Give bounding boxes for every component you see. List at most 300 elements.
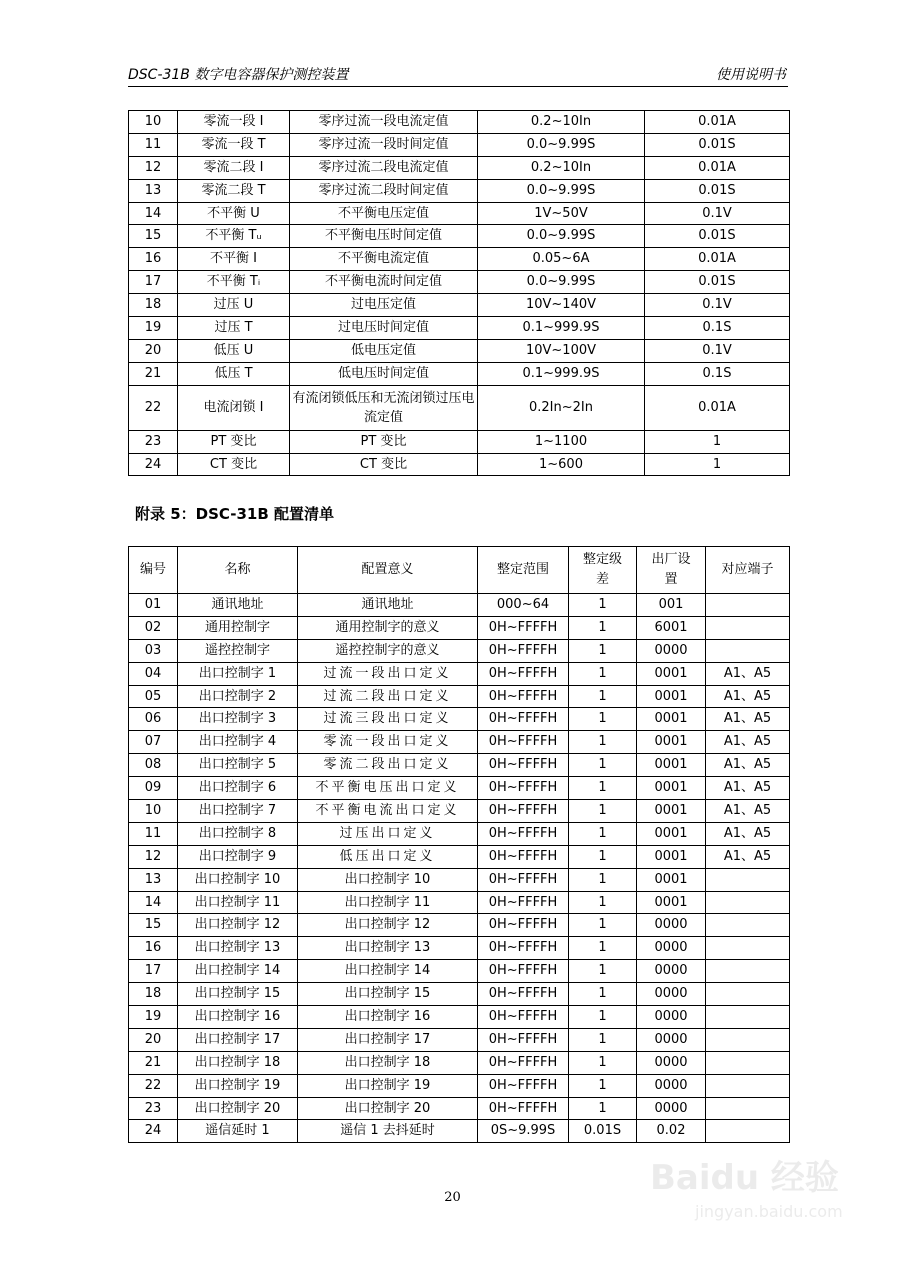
table-cell: 0.2~10In	[478, 111, 645, 134]
table-cell: 出口控制字 20	[178, 1097, 298, 1120]
table-cell: 过流二段出口定义	[298, 685, 478, 708]
table-cell: CT 变比	[178, 453, 290, 476]
table-cell: 0H~FFFFH	[478, 708, 569, 731]
table-row	[129, 248, 790, 271]
table-cell: 1	[569, 1097, 637, 1120]
protection-settings-table	[128, 110, 790, 476]
table-cell: 0.1S	[645, 317, 790, 340]
table-cell: 不平衡电流时间定值	[290, 271, 478, 294]
table-cell	[706, 914, 790, 937]
table-cell: 0H~FFFFH	[478, 685, 569, 708]
table-row	[129, 685, 790, 708]
table-cell: 出口控制字 6	[178, 777, 298, 800]
table-cell: 1	[569, 639, 637, 662]
table-cell: 0H~FFFFH	[478, 1097, 569, 1120]
table-cell: 0.01A	[645, 156, 790, 179]
table-row	[129, 430, 790, 453]
table-cell: 0H~FFFFH	[478, 937, 569, 960]
table-row	[129, 294, 790, 317]
table-cell: 出口控制字 5	[178, 754, 298, 777]
table-cell: 不平衡电流定值	[290, 248, 478, 271]
table-row	[129, 616, 790, 639]
table-cell: 不平衡电压时间定值	[290, 225, 478, 248]
table-cell: 0H~FFFFH	[478, 868, 569, 891]
table-cell: 0H~FFFFH	[478, 1006, 569, 1029]
table-cell: 0.1V	[645, 339, 790, 362]
table-cell: 0.0~9.99S	[478, 225, 645, 248]
table-cell: 遥控控制字的意义	[298, 639, 478, 662]
table-cell: 零流二段 I	[178, 156, 290, 179]
table-cell: 0H~FFFFH	[478, 754, 569, 777]
table-cell: 0001	[637, 777, 706, 800]
table-cell: 出口控制字 18	[178, 1051, 298, 1074]
table-cell: 0001	[637, 754, 706, 777]
table-row	[129, 822, 790, 845]
table-row	[129, 225, 790, 248]
table-cell: 不平衡 U	[178, 202, 290, 225]
table-cell: 通讯地址	[178, 594, 298, 617]
table-cell: 0S~9.99S	[478, 1120, 569, 1143]
baidu-watermark	[640, 1150, 850, 1230]
table-cell: 20	[129, 1028, 178, 1051]
table-cell: 15	[129, 914, 178, 937]
table-cell: 13	[129, 868, 178, 891]
table-cell: 出口控制字 11	[178, 891, 298, 914]
table-cell: 6001	[637, 616, 706, 639]
table-cell: 0H~FFFFH	[478, 777, 569, 800]
table-cell: 18	[129, 983, 178, 1006]
table-cell: PT 变比	[290, 430, 478, 453]
table-row	[129, 800, 790, 823]
table-cell: 0H~FFFFH	[478, 891, 569, 914]
table-cell: 不平衡电流出口定义	[298, 800, 478, 823]
table-cell: A1、A5	[706, 777, 790, 800]
table-row	[129, 1028, 790, 1051]
table-cell: 0001	[637, 845, 706, 868]
table-cell: 1	[569, 1028, 637, 1051]
table-row	[129, 754, 790, 777]
table-cell: 出口控制字 17	[298, 1028, 478, 1051]
table-cell: 遥控控制字	[178, 639, 298, 662]
table-cell: 零序过流二段电流定值	[290, 156, 478, 179]
table-cell: 0.01S	[569, 1120, 637, 1143]
table-cell: 11	[129, 133, 178, 156]
table-cell: 0.1S	[645, 362, 790, 385]
table-cell: 出口控制字 15	[178, 983, 298, 1006]
table-cell: A1、A5	[706, 662, 790, 685]
table-cell: 1	[569, 822, 637, 845]
table-cell: 09	[129, 777, 178, 800]
table-cell: 0.01S	[645, 133, 790, 156]
table-cell: 1	[569, 662, 637, 685]
table-cell: 出口控制字 16	[298, 1006, 478, 1029]
table-cell	[706, 1120, 790, 1143]
table-cell: 13	[129, 179, 178, 202]
table-row	[129, 1120, 790, 1143]
table-cell: A1、A5	[706, 731, 790, 754]
table-cell: 出口控制字 15	[298, 983, 478, 1006]
table-cell: 0001	[637, 708, 706, 731]
table-cell: 22	[129, 385, 178, 430]
table-cell: 07	[129, 731, 178, 754]
table-cell: 通用控制字	[178, 616, 298, 639]
table-cell: 过压 T	[178, 317, 290, 340]
table-cell	[706, 1006, 790, 1029]
table-cell: 0H~FFFFH	[478, 662, 569, 685]
table-row	[129, 133, 790, 156]
table-cell: 0H~FFFFH	[478, 914, 569, 937]
table-cell: 出口控制字 12	[178, 914, 298, 937]
table-cell: 1	[569, 754, 637, 777]
table-cell: 不平衡 Tᵤ	[178, 225, 290, 248]
table-cell: 1	[569, 914, 637, 937]
table-cell	[706, 937, 790, 960]
table-cell: 出口控制字 3	[178, 708, 298, 731]
table-cell: 出口控制字 19	[298, 1074, 478, 1097]
table-cell: 1	[569, 731, 637, 754]
table-cell: 0.0~9.99S	[478, 179, 645, 202]
table-cell: 1	[569, 594, 637, 617]
table-row	[129, 639, 790, 662]
table-cell: 10	[129, 111, 178, 134]
table-row	[129, 960, 790, 983]
table-cell: 23	[129, 1097, 178, 1120]
table-cell: A1、A5	[706, 754, 790, 777]
table-cell: 遥信延时 1	[178, 1120, 298, 1143]
table-cell: 06	[129, 708, 178, 731]
table-row	[129, 202, 790, 225]
table-cell: 0H~FFFFH	[478, 822, 569, 845]
table-header-cell: 对应端子	[706, 547, 790, 594]
table-cell: 零流二段 T	[178, 179, 290, 202]
table-cell: 过压出口定义	[298, 822, 478, 845]
table-cell: 0H~FFFFH	[478, 960, 569, 983]
table-cell: 不平衡 I	[178, 248, 290, 271]
table-cell: 出口控制字 8	[178, 822, 298, 845]
table-cell: 10V~140V	[478, 294, 645, 317]
table-cell: 1~600	[478, 453, 645, 476]
table-cell: 0H~FFFFH	[478, 1074, 569, 1097]
table-cell: 1	[569, 891, 637, 914]
table-row	[129, 845, 790, 868]
table-cell: 出口控制字 16	[178, 1006, 298, 1029]
table-cell: 0.0~9.99S	[478, 133, 645, 156]
table-cell: 19	[129, 317, 178, 340]
table-cell: 出口控制字 7	[178, 800, 298, 823]
table-cell: 出口控制字 12	[298, 914, 478, 937]
table-cell: A1、A5	[706, 845, 790, 868]
table-cell: 05	[129, 685, 178, 708]
table-cell	[706, 1028, 790, 1051]
table-row	[129, 708, 790, 731]
table-cell: 电流闭锁 I	[178, 385, 290, 430]
table-cell: 22	[129, 1074, 178, 1097]
table-row	[129, 662, 790, 685]
table-cell: 20	[129, 339, 178, 362]
table-row	[129, 1097, 790, 1120]
table-cell: 10V~100V	[478, 339, 645, 362]
table-cell: 过流一段出口定义	[298, 662, 478, 685]
table-cell: 0001	[637, 731, 706, 754]
table-cell: 0H~FFFFH	[478, 731, 569, 754]
table-cell: 1V~50V	[478, 202, 645, 225]
table-cell: 0H~FFFFH	[478, 639, 569, 662]
table-cell	[706, 1074, 790, 1097]
table-cell: PT 变比	[178, 430, 290, 453]
table-row	[129, 179, 790, 202]
table-cell: 出口控制字 17	[178, 1028, 298, 1051]
table-cell: 0.1~999.9S	[478, 317, 645, 340]
table-header-row	[129, 547, 790, 594]
table-cell: A1、A5	[706, 685, 790, 708]
table-cell: 出口控制字 1	[178, 662, 298, 685]
table-cell: A1、A5	[706, 800, 790, 823]
table-cell: 0000	[637, 937, 706, 960]
table-cell: 0.01A	[645, 111, 790, 134]
table-cell: 不平衡电压定值	[290, 202, 478, 225]
table-cell: 1	[645, 453, 790, 476]
configuration-list-table	[128, 546, 790, 1143]
table-cell: 低电压时间定值	[290, 362, 478, 385]
table-cell: 16	[129, 248, 178, 271]
table-cell: 1	[569, 845, 637, 868]
table-row	[129, 914, 790, 937]
table-cell: 出口控制字 14	[178, 960, 298, 983]
table-cell: 出口控制字 11	[298, 891, 478, 914]
table-cell: 15	[129, 225, 178, 248]
table-cell: 0.05~6A	[478, 248, 645, 271]
table-cell: 1	[569, 983, 637, 1006]
table-cell: 0.2~10In	[478, 156, 645, 179]
table-cell: 1	[569, 777, 637, 800]
table-cell: 0.01S	[645, 225, 790, 248]
table-row	[129, 1074, 790, 1097]
table-cell: 出口控制字 20	[298, 1097, 478, 1120]
table-cell: 1	[569, 685, 637, 708]
table-cell: 21	[129, 362, 178, 385]
table-row	[129, 1051, 790, 1074]
table-row	[129, 937, 790, 960]
table-cell: 0.1~999.9S	[478, 362, 645, 385]
table-cell: 0001	[637, 685, 706, 708]
table-row	[129, 891, 790, 914]
table-cell: 1	[569, 1074, 637, 1097]
table-cell	[706, 960, 790, 983]
table-cell: 03	[129, 639, 178, 662]
table-cell: 通用控制字的意义	[298, 616, 478, 639]
table-cell: 1	[569, 1051, 637, 1074]
table-cell: 0H~FFFFH	[478, 845, 569, 868]
table-cell: 零序过流一段时间定值	[290, 133, 478, 156]
table-cell: 出口控制字 19	[178, 1074, 298, 1097]
table-row	[129, 339, 790, 362]
table-row	[129, 868, 790, 891]
table-row	[129, 362, 790, 385]
table-cell: CT 变比	[290, 453, 478, 476]
table-cell	[706, 891, 790, 914]
table-row	[129, 317, 790, 340]
table-row	[129, 385, 790, 430]
table-cell: 0.1V	[645, 202, 790, 225]
table-cell: 零流二段出口定义	[298, 754, 478, 777]
table-cell: 1	[569, 960, 637, 983]
table-cell: 0000	[637, 1028, 706, 1051]
table-cell: 0000	[637, 960, 706, 983]
page-header	[128, 62, 788, 87]
table-cell: 01	[129, 594, 178, 617]
table-cell: 出口控制字 2	[178, 685, 298, 708]
table-cell: 001	[637, 594, 706, 617]
table-cell: 出口控制字 13	[298, 937, 478, 960]
table-cell: 0.01A	[645, 385, 790, 430]
table-header-cell: 出厂设置	[637, 547, 706, 594]
table-cell: 24	[129, 1120, 178, 1143]
table-cell: 出口控制字 10	[298, 868, 478, 891]
table-cell: 0000	[637, 639, 706, 662]
table-cell: 0000	[637, 1051, 706, 1074]
table-row	[129, 453, 790, 476]
table-cell: 0001	[637, 800, 706, 823]
table-cell: 14	[129, 891, 178, 914]
table-row	[129, 731, 790, 754]
table-cell: 1~1100	[478, 430, 645, 453]
table-cell: 0001	[637, 868, 706, 891]
table-cell	[706, 1051, 790, 1074]
table-cell: A1、A5	[706, 822, 790, 845]
table-cell: 04	[129, 662, 178, 685]
table-cell	[706, 594, 790, 617]
table-cell: 0001	[637, 662, 706, 685]
table-header-cell: 名称	[178, 547, 298, 594]
table-cell: 零流一段 T	[178, 133, 290, 156]
table-cell: 低压出口定义	[298, 845, 478, 868]
table-cell: 1	[569, 708, 637, 731]
table-row	[129, 156, 790, 179]
table-cell: 1	[645, 430, 790, 453]
table-row	[129, 1006, 790, 1029]
table-cell: 0H~FFFFH	[478, 1028, 569, 1051]
table-cell: 0000	[637, 1097, 706, 1120]
table-cell: 零流一段 I	[178, 111, 290, 134]
table-cell: 16	[129, 937, 178, 960]
table-cell: 1	[569, 800, 637, 823]
table-cell	[706, 616, 790, 639]
table-cell: 0.2In~2In	[478, 385, 645, 430]
table-cell: 0.0~9.99S	[478, 271, 645, 294]
table-cell: 1	[569, 616, 637, 639]
table-cell: 24	[129, 453, 178, 476]
table-cell: 0H~FFFFH	[478, 800, 569, 823]
table-cell: 低电压定值	[290, 339, 478, 362]
table-cell: 19	[129, 1006, 178, 1029]
table-cell	[706, 983, 790, 1006]
table-cell: 11	[129, 822, 178, 845]
table-cell: 1	[569, 937, 637, 960]
table-cell: 17	[129, 271, 178, 294]
page-number: 20	[444, 1190, 461, 1205]
table-cell: 过压 U	[178, 294, 290, 317]
table-cell: 0.01S	[645, 179, 790, 202]
table-cell: 12	[129, 156, 178, 179]
table-cell: 0.02	[637, 1120, 706, 1143]
table-cell: 出口控制字 9	[178, 845, 298, 868]
table-cell: 0000	[637, 914, 706, 937]
table-cell: 出口控制字 10	[178, 868, 298, 891]
table-row	[129, 271, 790, 294]
table-header-cell: 整定范围	[478, 547, 569, 594]
table-cell: 23	[129, 430, 178, 453]
table-cell: 通讯地址	[298, 594, 478, 617]
table-cell: 21	[129, 1051, 178, 1074]
table-cell: 有流闭锁低压和无流闭锁过压电流定值	[290, 385, 478, 430]
table-header-cell: 配置意义	[298, 547, 478, 594]
table-cell: 遥信 1 去抖延时	[298, 1120, 478, 1143]
table-cell: A1、A5	[706, 708, 790, 731]
watermark-url: jingyan.baidu.com	[695, 1202, 843, 1221]
table-cell: 000~64	[478, 594, 569, 617]
table-cell: 02	[129, 616, 178, 639]
header-title: DSC-31B 数字电容器保护测控装置	[128, 67, 349, 83]
table-cell: 过流三段出口定义	[298, 708, 478, 731]
table-cell: 08	[129, 754, 178, 777]
table-cell: 不平衡电压出口定义	[298, 777, 478, 800]
table-cell: 出口控制字 13	[178, 937, 298, 960]
table-cell: 出口控制字 4	[178, 731, 298, 754]
table-cell	[706, 868, 790, 891]
table-cell: 零流一段出口定义	[298, 731, 478, 754]
table-row	[129, 594, 790, 617]
table-cell: 0001	[637, 822, 706, 845]
table-cell: 低压 T	[178, 362, 290, 385]
table-cell: 1	[569, 868, 637, 891]
table-cell: 低压 U	[178, 339, 290, 362]
table-cell: 0001	[637, 891, 706, 914]
table-cell: 17	[129, 960, 178, 983]
table-cell: 0000	[637, 1074, 706, 1097]
watermark-brand: Baidu 经验	[650, 1158, 839, 1198]
table-row	[129, 983, 790, 1006]
table-cell: 零序过流二段时间定值	[290, 179, 478, 202]
table-cell: 0000	[637, 983, 706, 1006]
table-cell: 0.01A	[645, 248, 790, 271]
table-cell: 0.1V	[645, 294, 790, 317]
table-cell: 出口控制字 14	[298, 960, 478, 983]
table-cell: 0H~FFFFH	[478, 1051, 569, 1074]
table-cell: 0H~FFFFH	[478, 983, 569, 1006]
table-cell: 过电压定值	[290, 294, 478, 317]
table-header-cell: 整定级差	[569, 547, 637, 594]
table-cell: 0H~FFFFH	[478, 616, 569, 639]
table-row	[129, 111, 790, 134]
table-cell: 1	[569, 1006, 637, 1029]
table-cell: 过电压时间定值	[290, 317, 478, 340]
table-header-cell: 编号	[129, 547, 178, 594]
section-title: 附录 5：DSC-31B 配置清单	[135, 505, 335, 523]
table-cell: 14	[129, 202, 178, 225]
table-cell: 零序过流一段电流定值	[290, 111, 478, 134]
table-cell: 0.01S	[645, 271, 790, 294]
table-row	[129, 777, 790, 800]
table-cell	[706, 639, 790, 662]
table-cell: 12	[129, 845, 178, 868]
table-cell: 不平衡 Tᵢ	[178, 271, 290, 294]
table-cell: 10	[129, 800, 178, 823]
header-doc-type: 使用说明书	[716, 67, 786, 83]
table-cell: 18	[129, 294, 178, 317]
table-cell: 0000	[637, 1006, 706, 1029]
table-cell: 出口控制字 18	[298, 1051, 478, 1074]
table-cell	[706, 1097, 790, 1120]
